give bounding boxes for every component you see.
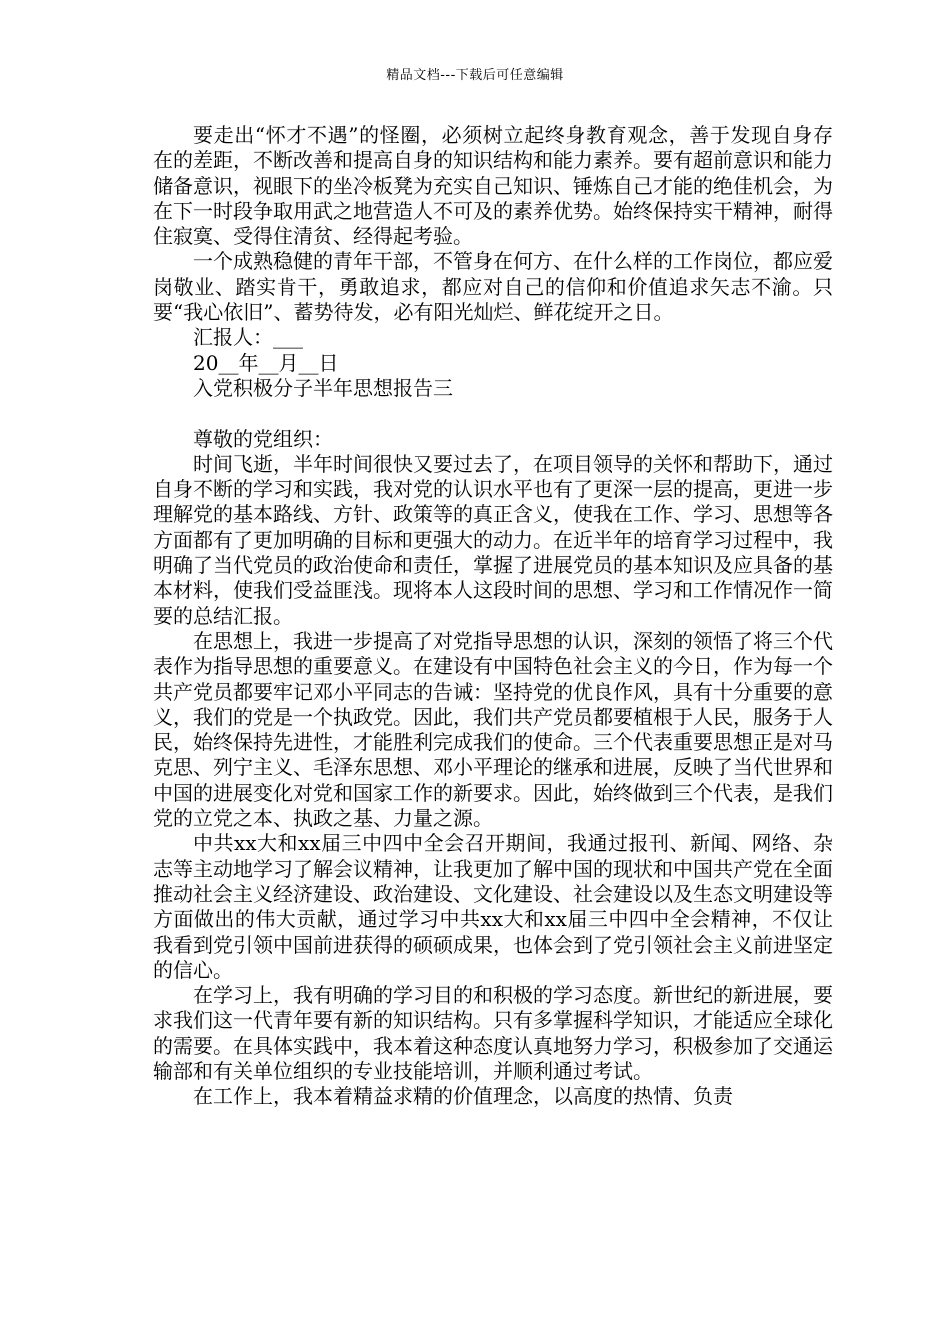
salutation: 尊敬的党组织：: [193, 426, 333, 451]
reporter-line: 汇报人：___: [193, 325, 303, 350]
date-line: 20__年__月__日: [193, 350, 339, 375]
paragraph-6: 在学习上，我有明确的学习目的和积极的学习态度。新世纪的新进展，要求我们这一代青年要有新的知识结构。只有多掌握科学知识，才能适应全球化的需要。在具体实践中，我本着这种态度认真地努力学习，积极参加了交通运输部和有关单位组织的专业技能培训，并顺利通过考试。: [153, 983, 833, 1083]
paragraph-5: 中共xx大和xx届三中四中全会召开期间，我通过报刊、新闻、网络、杂志等主动地学习了解会议精神，让我更加了解中国的现状和中国共产党在全面推动社会主义经济建设、政治建设、文化建设、社会建设以及生态文明建设等方面做出的伟大贡献，通过学习中共xx大和xx届三中四中全会精神，不仅让我看到党引领中国前进获得的硕硕成果，也体会到了党引领社会主义前进坚定的信心。: [153, 831, 833, 982]
paragraph-1: 要走出“怀才不遇”的怪圈，必须树立起终身教育观念，善于发现自身存在的差距，不断改善和提高自身的知识结构和能力素养。要有超前意识和能力储备意识，视眼下的坐冷板凳为充实自己知识、锤炼自己才能的绝佳机会，为在下一时段争取用武之地营造人不可及的素养优势。始终保持实干精神，耐得住寂寞、受得住清贫、经得起考验。: [153, 123, 833, 249]
page-header: 精品文档---下载后可任意编辑: [386, 68, 564, 83]
paragraph-4: 在思想上，我进一步提高了对党指导思想的认识，深刻的领悟了将三个代表作为指导思想的重要意义。在建设有中国特色社会主义的今日，作为每一个共产党员都要牢记邓小平同志的告诫：坚持党的优良作风，具有十分重要的意义，我们的党是一个执政党。因此，我们共产党员都要植根于人民，服务于人民，始终保持先进性，才能胜利完成我们的使命。三个代表重要思想正是对马克思、列宁主义、毛泽东思想、邓小平理论的继承和进展，反映了当代世界和中国的进展变化对党和国家工作的新要求。因此，始终做到三个代表，是我们党的立党之本、执政之基、力量之源。: [153, 628, 833, 831]
paragraph-2: 一个成熟稳健的青年干部，不管身在何方、在什么样的工作岗位，都应爱岗敬业、踏实肯干，勇敢追求，都应对自己的信仰和价值追求矢志不渝。只要“我心依旧”、蓄势待发，必有阳光灿烂、鲜花绽开之日。: [153, 249, 833, 325]
section-title: 入党积极分子半年思想报告三: [193, 375, 453, 400]
paragraph-7: 在工作上，我本着精益求精的价值理念，以高度的热情、负责: [193, 1084, 733, 1109]
document-body: [153, 123, 833, 1110]
blank-line: [153, 401, 833, 426]
paragraph-3: 时间飞逝，半年时间很快又要过去了，在项目领导的关怀和帮助下，通过自身不断的学习和实践，我对党的认识水平也有了更深一层的提高，更进一步理解党的基本路线、方针、政策等的真正含义，使我在工作、学习、思想等各方面都有了更加明确的目标和更强大的动力。在近半年的培育学习过程中，我明确了当代党员的政治使命和责任，掌握了进展党员的基本知识及应具备的基本材料，使我们受益匪浅。现将本人这段时间的思想、学习和工作情况作一简要的总结汇报。: [153, 451, 833, 628]
